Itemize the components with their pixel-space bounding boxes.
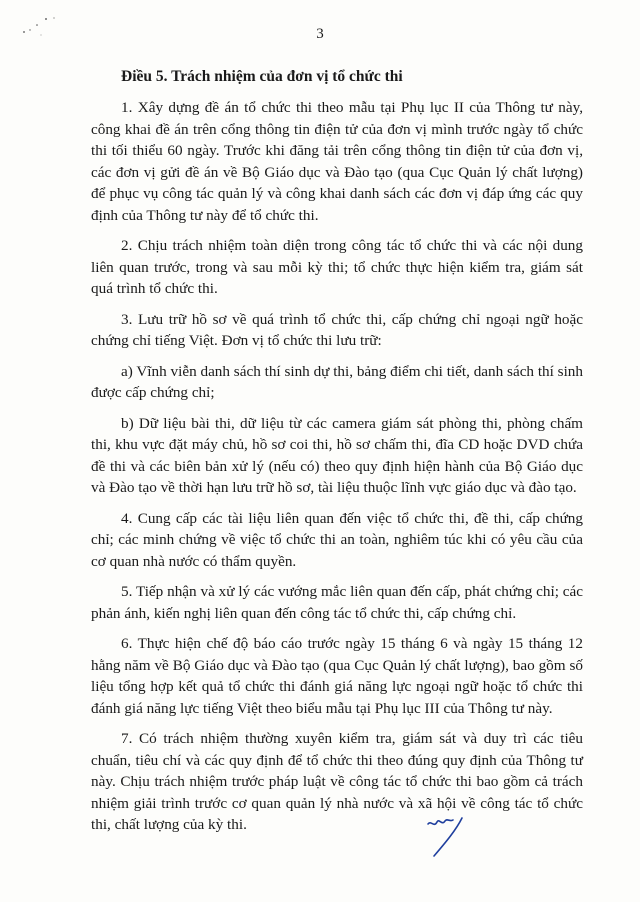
article-heading: Điều 5. Trách nhiệm của đơn vị tổ chức thi	[121, 68, 403, 85]
paragraph-3: 3. Lưu trữ hồ sơ về quá trình tổ chức thi, cấp chứng chỉ ngoại ngữ hoặc chứng chỉ tiếng Việt. Đơn vị tổ chức thi lưu trữ:	[91, 310, 583, 349]
paragraph-7: 7. Có trách nhiệm thường xuyên kiểm tra, giám sát và duy trì các tiêu chuẩn, tiêu chí và các quy định để tổ chức thi theo đúng quy định của Thông tư này. Chịu trách nhiệm trước pháp luật về công tác tổ chức thi bao gồm cả trách nhiệm giải trình trước cơ quan quản lý nhà nước và xã hội về công tác tổ chức thi, chất lượng của kỳ thi.	[91, 730, 583, 833]
page-number: 3	[316, 26, 324, 42]
paragraph-2: 2. Chịu trách nhiệm toàn diện trong công tác tổ chức thi và các nội dung liên quan trước, trong và sau mỗi kỳ thi; tổ chức thực hiện kiểm tra, giám sát quá trình tổ chức thi.	[91, 237, 583, 297]
initials-signature	[422, 812, 474, 862]
paragraph-5: 5. Tiếp nhận và xử lý các vướng mắc liên quan đến cấp, phát chứng chỉ; các phản ánh, kiến nghị liên quan đến công tác tổ chức thi, cấp chứng chỉ.	[91, 583, 583, 622]
paragraph-1: 1. Xây dựng đề án tổ chức thi theo mẫu tại Phụ lục II của Thông tư này, công khai đề án trên cổng thông tin điện tử của đơn vị mình trước ngày tổ chức thi tối thiểu 60 ngày. Trước khi đăng tải trên cổng thông tin điện tử của đơn vị, các đơn vị gửi đề án về Bộ Giáo dục và Đào tạo (qua Cục Quản lý chất lượng) để phục vụ công tác quản lý và công khai danh sách các đơn vị đáp ứng các quy định của Thông tư này để tổ chức thi.	[91, 99, 583, 224]
paragraph-3a: a) Vĩnh viễn danh sách thí sinh dự thi, bảng điểm chi tiết, danh sách thí sinh được cấp chứng chỉ;	[91, 362, 583, 401]
paragraph-4: 4. Cung cấp các tài liệu liên quan đến việc tổ chức thi, đề thi, cấp chứng chỉ; các minh chứng về việc tổ chức thi an toàn, nghiêm túc khi có yêu cầu của cơ quan nhà nước có thẩm quyền.	[91, 509, 583, 570]
paragraph-3b: b) Dữ liệu bài thi, dữ liệu từ các camera giám sát phòng thi, phòng chấm thi, khu vực đặt máy chủ, hồ sơ coi thi, hồ sơ chấm thi, đĩa CD hoặc DVD chứa đề thi và các biên bản xử lý (nếu có) theo quy định hiện hành của Bộ Giáo dục và Đào tạo về thời hạn lưu trữ hồ sơ, tài liệu thuộc lĩnh vực giáo dục và đào tạo.	[91, 414, 583, 496]
document-body	[91, 66, 583, 845]
paragraph-6: 6. Thực hiện chế độ báo cáo trước ngày 15 tháng 6 và ngày 15 tháng 12 hằng năm về Bộ Giáo dục và Đào tạo (qua Cục Quản lý chất lượng), bao gồm số liệu tổng hợp kết quả tổ chức thi đánh giá năng lực ngoại ngữ hoặc tổ chức thi đánh giá năng lực tiếng Việt theo biểu mẫu tại Phụ lục III của Thông tư này.	[91, 635, 583, 717]
